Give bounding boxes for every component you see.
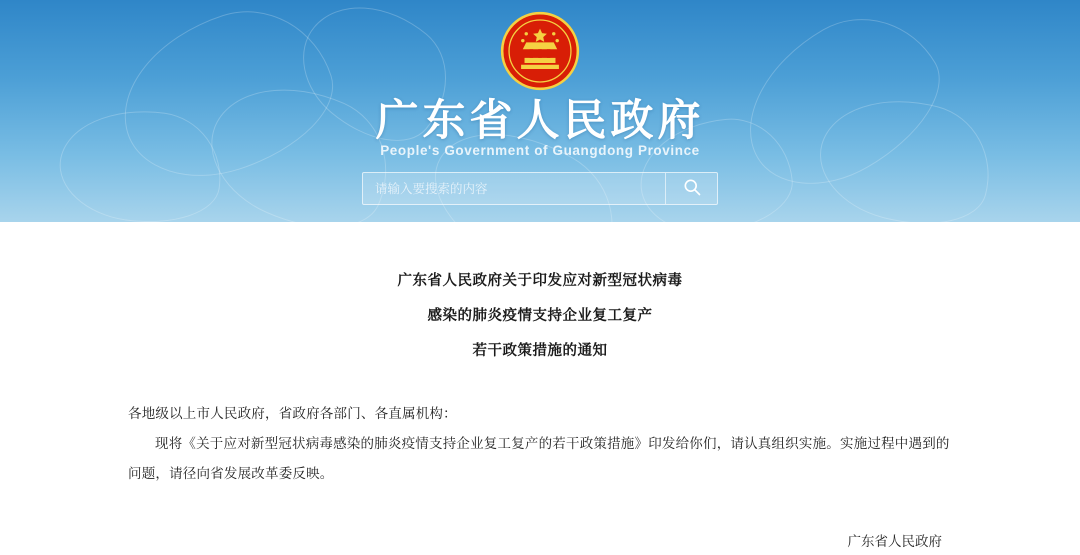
search-icon: [682, 177, 702, 200]
search-bar[interactable]: [362, 172, 718, 205]
document-salutation: 各地级以上市人民政府，省政府各部门、各直属机构：: [128, 406, 457, 421]
search-button[interactable]: [665, 173, 717, 204]
site-header-banner: [0, 0, 1080, 222]
document-signature: 广东省人民政府: [847, 534, 942, 549]
document-title-line-2: 感染的肺炎疫情支持企业复工复产: [427, 308, 653, 324]
national-emblem-icon: [497, 8, 583, 94]
site-title: 广东省人民政府: [375, 97, 705, 145]
site-subtitle: People's Government of Guangdong Province: [380, 143, 700, 158]
document-title-line-1: 广东省人民政府关于印发应对新型冠状病毒: [397, 273, 683, 289]
document-title-line-3: 若干政策措施的通知: [472, 343, 608, 359]
document-article: [0, 222, 1080, 555]
document-body: [128, 369, 952, 489]
document-paragraph: 现将《关于应对新型冠状病毒感染的肺炎疫情支持企业复工复产的若干政策措施》印发给你们，请认真组织实施。实施过程中遇到的问题，请径向省发展改革委反映。: [128, 436, 950, 481]
search-input[interactable]: [363, 173, 665, 204]
